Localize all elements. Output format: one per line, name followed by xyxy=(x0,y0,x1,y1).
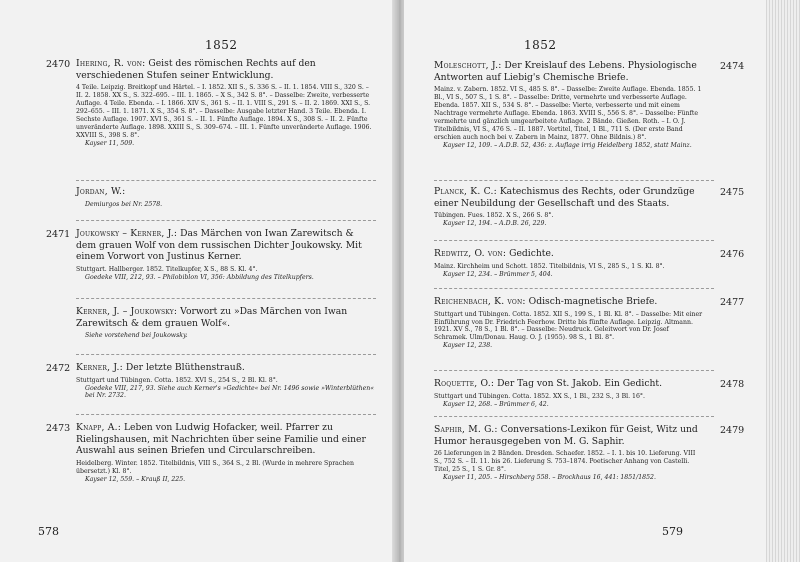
entry-details: Stuttgart und Tübingen. Cotta. 1852. XVI S., 254 S., 2 Bl. Kl. 8°. xyxy=(76,376,278,384)
entry-number: 2473 xyxy=(46,423,71,434)
entry-details: 4 Teile. Leipzig. Breitkopf und Härtel. – I. 1852. XII S., S. 336 S. – II. 1. 1854. VIII S., 320 S. – II. 2. 1858. XX S., S. 322–695. – III. 1. 1865. – X S., 342 S. 8°. – Dasselbe: Zweite, verbesserte Auflage. 4 Teile. Ebenda. – I. 1866. XIV S., 361 S. – II. 1. VIII S., 291 S. – II. 2. 1869. XXI S., S. 292–655. – III. 1. 1871. X S., 354 S. 8°. – Dasselbe: Ausgabe letzter Hand. 3 Teile. Ebenda. I. Sechste Auflage. 1907. XVI S., 361 S. – II. 1. Fünfte Auflage. 1894. X S., 308 S. – II. 2. Fünfte unveränderte Auflage. 1898. XXIII S., S. 309–674. – III. 1. Fünfte unveränderte Auflage. 1906. XXVIII S., 398 S. 8°. xyxy=(76,84,372,139)
entry-number: 2474 xyxy=(720,61,745,72)
entry-author: Moleschott, J.: xyxy=(434,60,502,71)
entry-author: Joukowsky – Kerner, J.: xyxy=(76,228,178,239)
entry-references: Kayser 12, 234. – Brümmer 5, 404. xyxy=(443,270,553,278)
entry-2479 xyxy=(434,424,745,482)
entry-details: Stuttgart und Tübingen. Cotta. 1852. XII S., 199 S., 1 Bl. Kl. 8°. – Dasselbe: Mit einer Einführung von Dr. Friedrich Feerhow. Dritte bis fünfte Auflage. Leipzig. Altmann. 1921. XV S., 78 S., 1 Bl. 8°. – Dasselbe: Neudruck. Geleitwort von Dr. Josef Schramek. Ulm/Donau. Haug. O. J. (1955). 98 S., 1 Bl. 8°. xyxy=(434,310,703,342)
entry-title: Katechismus des Rechts, oder Grundzüge einer Neubildung der Gesellschaft und des Staats. xyxy=(434,186,695,209)
entry-author: Kerner, J.: xyxy=(76,362,123,373)
entry-author: Roquette, O.: xyxy=(434,378,495,389)
entry-author: Saphir, M. G.: xyxy=(434,424,498,435)
entry-title: Vorwort zu »Das Märchen von Iwan Zarewitsch & dem grauen Wolf«. xyxy=(76,306,348,329)
entry-number: 2479 xyxy=(720,425,745,436)
divider xyxy=(434,240,714,241)
entry-heading xyxy=(76,186,376,198)
page-number: 578 xyxy=(38,525,59,538)
entry-2476 xyxy=(434,248,745,278)
entry-title: Odisch-magnetische Briefe. xyxy=(528,296,658,307)
entry-references: Siehe vorstehend bei Joukowsky. xyxy=(85,332,188,340)
entry-jordan xyxy=(76,186,376,209)
divider xyxy=(434,288,714,289)
entry-2474 xyxy=(434,60,745,149)
entry-details: Mainz. Kirchheim und Schott. 1852. Titelbildnis, VI S., 285 S., 1 S. Kl. 8°. xyxy=(434,262,665,270)
entry-heading xyxy=(434,378,704,390)
divider xyxy=(434,416,714,417)
entry-number: 2477 xyxy=(720,297,745,308)
entry-references: Kayser 11, 205. – Hirschberg 558. – Brockhaus 16, 441: 1851/1852. xyxy=(443,473,656,481)
entry-references: Kayser 12, 238. xyxy=(443,342,493,350)
divider xyxy=(76,180,376,181)
entry-heading xyxy=(434,186,704,209)
entry-author: Kerner, J. – Joukowsky: xyxy=(76,306,178,317)
entry-author: Knapp, A.: xyxy=(76,422,122,433)
entry-heading xyxy=(76,422,376,457)
entry-2472 xyxy=(46,362,376,400)
entry-references: Kayser 12, 109. – A.D.B. 52, 436: z. Auflage irrig Heidelberg 1852, statt Mainz. xyxy=(443,141,692,149)
divider xyxy=(434,180,714,181)
entry-number: 2470 xyxy=(46,59,71,70)
entry-title: Gedichte. xyxy=(509,248,554,259)
entry-references: Goedeke VIII, 217, 93. Siehe auch Kerner's »Gedichte« bei Nr. 1496 sowie »Winterblüthen« bei Nr. 2732. xyxy=(85,384,375,400)
entry-references: Kayser 12, 194. – A.D.B. 26, 229. xyxy=(443,220,547,228)
right-page xyxy=(404,0,800,562)
entry-details: 26 Lieferungen in 2 Bänden. Dresden. Schaefer. 1852. – I. 1. bis 10. Lieferung. VIII S., 752 S. – II. 11. bis 26. Lieferung S. 753–1874. Poetischer Anhang von Castelli. Titel, 25 S., 1 S. Gr. 8°. xyxy=(434,450,696,473)
divider xyxy=(76,220,376,221)
entry-2475 xyxy=(434,186,745,228)
entry-heading xyxy=(434,424,704,447)
divider xyxy=(76,354,376,355)
entry-references: Kayser 11, 509. xyxy=(85,139,135,147)
entry-heading xyxy=(434,296,704,308)
entry-kerner-vorwort xyxy=(76,306,376,340)
entry-number: 2478 xyxy=(720,379,745,390)
divider xyxy=(434,370,714,371)
entry-heading xyxy=(434,248,704,260)
entry-title: Der letzte Blüthenstrauß. xyxy=(125,362,245,373)
entry-author: Ihering, R. von: xyxy=(76,58,146,69)
entry-details: Stuttgart. Hallberger. 1852. Titelkupfer, X S., 88 S. Kl. 4°. xyxy=(76,265,258,273)
entry-author: Reichenbach, K. von: xyxy=(434,296,526,307)
divider xyxy=(76,298,376,299)
entry-references: Demiurgos bei Nr. 2578. xyxy=(85,200,163,208)
entry-title: Geist des römischen Rechts auf den verschiedenen Stufen seiner Entwicklung. xyxy=(76,58,316,81)
entry-details: Tübingen. Fues. 1852. X S., 266 S. 8°. xyxy=(434,212,554,220)
entry-number: 2475 xyxy=(720,187,745,198)
entry-title: Conversations-Lexikon für Geist, Witz und Humor herausgegeben von M. G. Saphir. xyxy=(434,424,698,447)
entry-references: Kayser 12, 268. – Brümmer 6, 42. xyxy=(443,400,549,408)
entry-heading xyxy=(76,306,376,329)
entry-title: Der Kreislauf des Lebens. Physiologische Antworten auf Liebig's Chemische Briefe. xyxy=(434,60,697,83)
page-edge-right xyxy=(766,0,800,562)
entry-details: Stuttgart und Tübingen. Cotta. 1852. XX S., 1 Bl., 232 S., 3 Bl. 16°. xyxy=(434,392,645,400)
entry-number: 2471 xyxy=(46,229,71,240)
entry-details: Mainz. v. Zabern. 1852. VI S., 485 S. 8°. – Dasselbe: Zweite Auflage. Ebenda. 1855. 1 Bl., VI S., 507 S., 1 S. 8°. – Dasselbe: Dritte, vermehrte und verbesserte Auflage. Ebenda. 1857. XII S., 534 S. 8°. – Dasselbe: Vierte, verbesserte und mit einem Nachtrage vermehrte Auflage. Ebenda. 1863. XVIII S., 556 S. 8°. – Dasselbe: Fünfte vermehrte und gänzlich umgearbeitete Auflage. 2 Bände. Gießen. Roth. – I. O. J. Titelbildnis, VI S., 476 S. – II. 1887. Vortitel, Titel, 1 Bl., 711 S. (Der erste Band erschien auch noch bei v. Zabern in Mainz, 1877. Ohne Bildnis.) 8°. xyxy=(434,86,702,141)
entry-title: Das Märchen von Iwan Zarewitsch & dem grauen Wolf von dem russischen Dichter Joukowsky. Mit einem Vorwort von Justinus Kerner. xyxy=(76,228,362,263)
entry-heading xyxy=(76,362,376,374)
entry-heading xyxy=(76,58,376,81)
entry-author: Redwitz, O. von: xyxy=(434,248,507,259)
entry-details: Heidelberg. Winter. 1852. Titelbildnis, VIII S., 364 S., 2 Bl. (Wurde in mehrere Sprachen übersetzt.) Kl. 8°. xyxy=(76,459,354,475)
entry-2470 xyxy=(46,58,376,147)
entry-2477 xyxy=(434,296,745,350)
page-number: 579 xyxy=(662,525,683,538)
entry-references: Goedeke VIII, 212, 93. – Philobiblon VI, 356: Abbildung des Titelkupfers. xyxy=(85,273,314,281)
running-head-year: 1852 xyxy=(524,38,557,52)
entry-2478 xyxy=(434,378,745,408)
entry-title: Der Tag von St. Jakob. Ein Gedicht. xyxy=(497,378,662,389)
left-page xyxy=(0,0,396,562)
divider xyxy=(76,414,376,415)
entry-heading xyxy=(76,228,376,263)
entry-heading xyxy=(434,60,704,83)
entry-references: Kayser 12, 559. – Krauß II, 225. xyxy=(85,475,186,483)
entry-number: 2476 xyxy=(720,249,745,260)
entry-2473 xyxy=(46,422,376,484)
running-head-year: 1852 xyxy=(205,38,238,52)
entry-2471 xyxy=(46,228,376,282)
entry-author: Planck, K. C.: xyxy=(434,186,497,197)
entry-number: 2472 xyxy=(46,363,71,374)
entry-author: Jordan, W.: xyxy=(76,186,126,197)
entry-title: Leben von Ludwig Hofacker, weil. Pfarrer zu Rielingshausen, mit Nachrichten über seine Familie und einer Auswahl aus seinen Briefen und Circularschreiben. xyxy=(76,422,366,457)
